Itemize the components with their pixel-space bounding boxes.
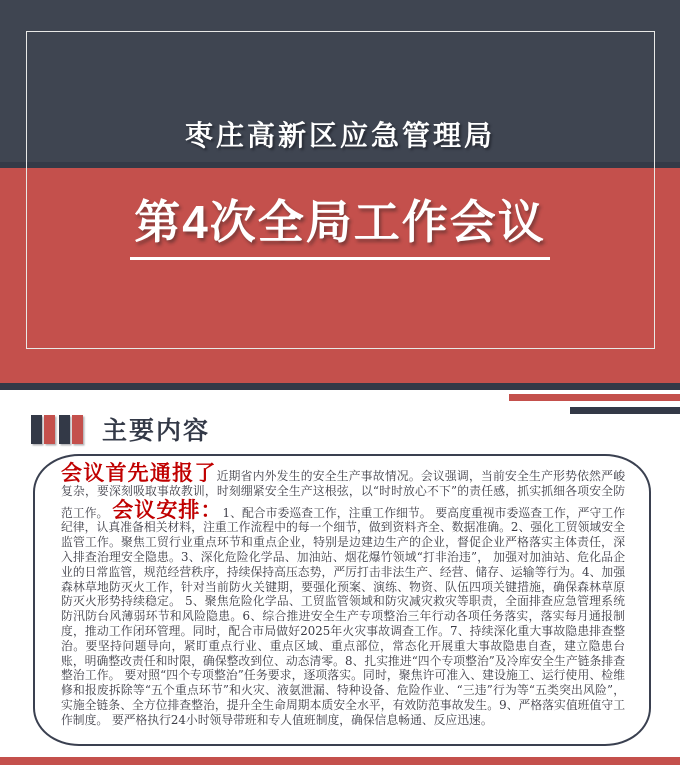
content-body-2: 1、配合市委巡查工作，注重工作细节。 要高度重视市委巡查工作，严守工作纪律，认真准备相关材料，注重工作流程中的每一个细节，做到资料齐全、数据准确。2、强化工贸领域安全监管工作。聚焦工贸行业重点环节和重点企业，特别是边建边生产的企业，督促企业严格落实主体责任，深入排查治理安全隐患。3、深化危险化学品、加油站、烟花爆竹领域“打非治违”， 加强对加油站、危化品企业的日常监管，规范经营秩序，持续保持高压态势，严厉打击非法生产、经营、储存、运输等行为。4、加强森林草地防灭火工作，针对当前防火关键期，要强化预案、演练、物资、队伍四项关键措施，确保森林草原防灭火形势持续稳定。 5、聚焦危险化学品、工贸监管领域和防灾减灾救灾等职责，全面排查应急管理系统防汛防台风薄弱环节和风险隐患。6、综合推进安全生产专项整治三年行动各项任务落实，落实每月通报制度，推动工作闭环管理。同时，配合市局做好2025年火灾事故调查工作。7、持续深化重大事故隐患排查整治。要坚持问题导向，紧盯重点行业、重点区域、重点部位，常态化开展重大事故隐患自查，建立隐患台账，明确整改责任和时限，确保整改到位、动态清零。8、扎实推进“四个专项整治”及冷库安全生产链条排查整治工作。 要对照“四个专项整治”任务要求，逐项落实。同时，聚焦许可准入、建设施工、运行使用、检维修和报废拆除等“五个重点环节”和火灾、液氨泄漏、特种设备、危险作业、“三违”行为等“五类突出风险”，实施全链条、全方位排查整治，提升全生命周期本质安全水平，有效防范事故发生。9、严格落实值班值守工作制度。 要严格执行24小时领导带班和专人值班制度，确保信息畅通、反应迅速。 (61, 505, 626, 727)
bar-dark-1 (31, 415, 42, 444)
content-body-1: 近期省内外发生的安全生产事故情况。会议强调，当前安全生产形势依然严峻复杂，要深刻吸取事故教训，时刻绷紧安全生产这根弦，以“时时放心不下”的责任感，抓实抓细各项安全防范工作。 (61, 469, 625, 520)
accent-bar-dark (570, 407, 680, 414)
section-header (31, 411, 210, 447)
title-banner (0, 168, 680, 383)
bar-red-2 (72, 415, 83, 444)
section-title: 主要内容 (102, 417, 211, 445)
page-title: 第4次全局工作会议 (130, 186, 550, 260)
bar-red-1 (44, 415, 55, 444)
content-heading-2: 会议安排： (112, 496, 223, 522)
org-name: 枣庄高新区应急管理局 (184, 120, 495, 151)
bottom-red-strip (0, 757, 680, 765)
content-paragraph (61, 462, 625, 728)
divider-strip (0, 383, 680, 390)
accent-bar-red (509, 394, 680, 401)
bar-dark-2 (59, 415, 70, 444)
content-heading-1: 会议首先通报了 (61, 460, 217, 485)
content-box (33, 454, 651, 746)
header-band (0, 0, 680, 168)
bars-icon (31, 415, 83, 444)
title-wrap (0, 186, 680, 260)
